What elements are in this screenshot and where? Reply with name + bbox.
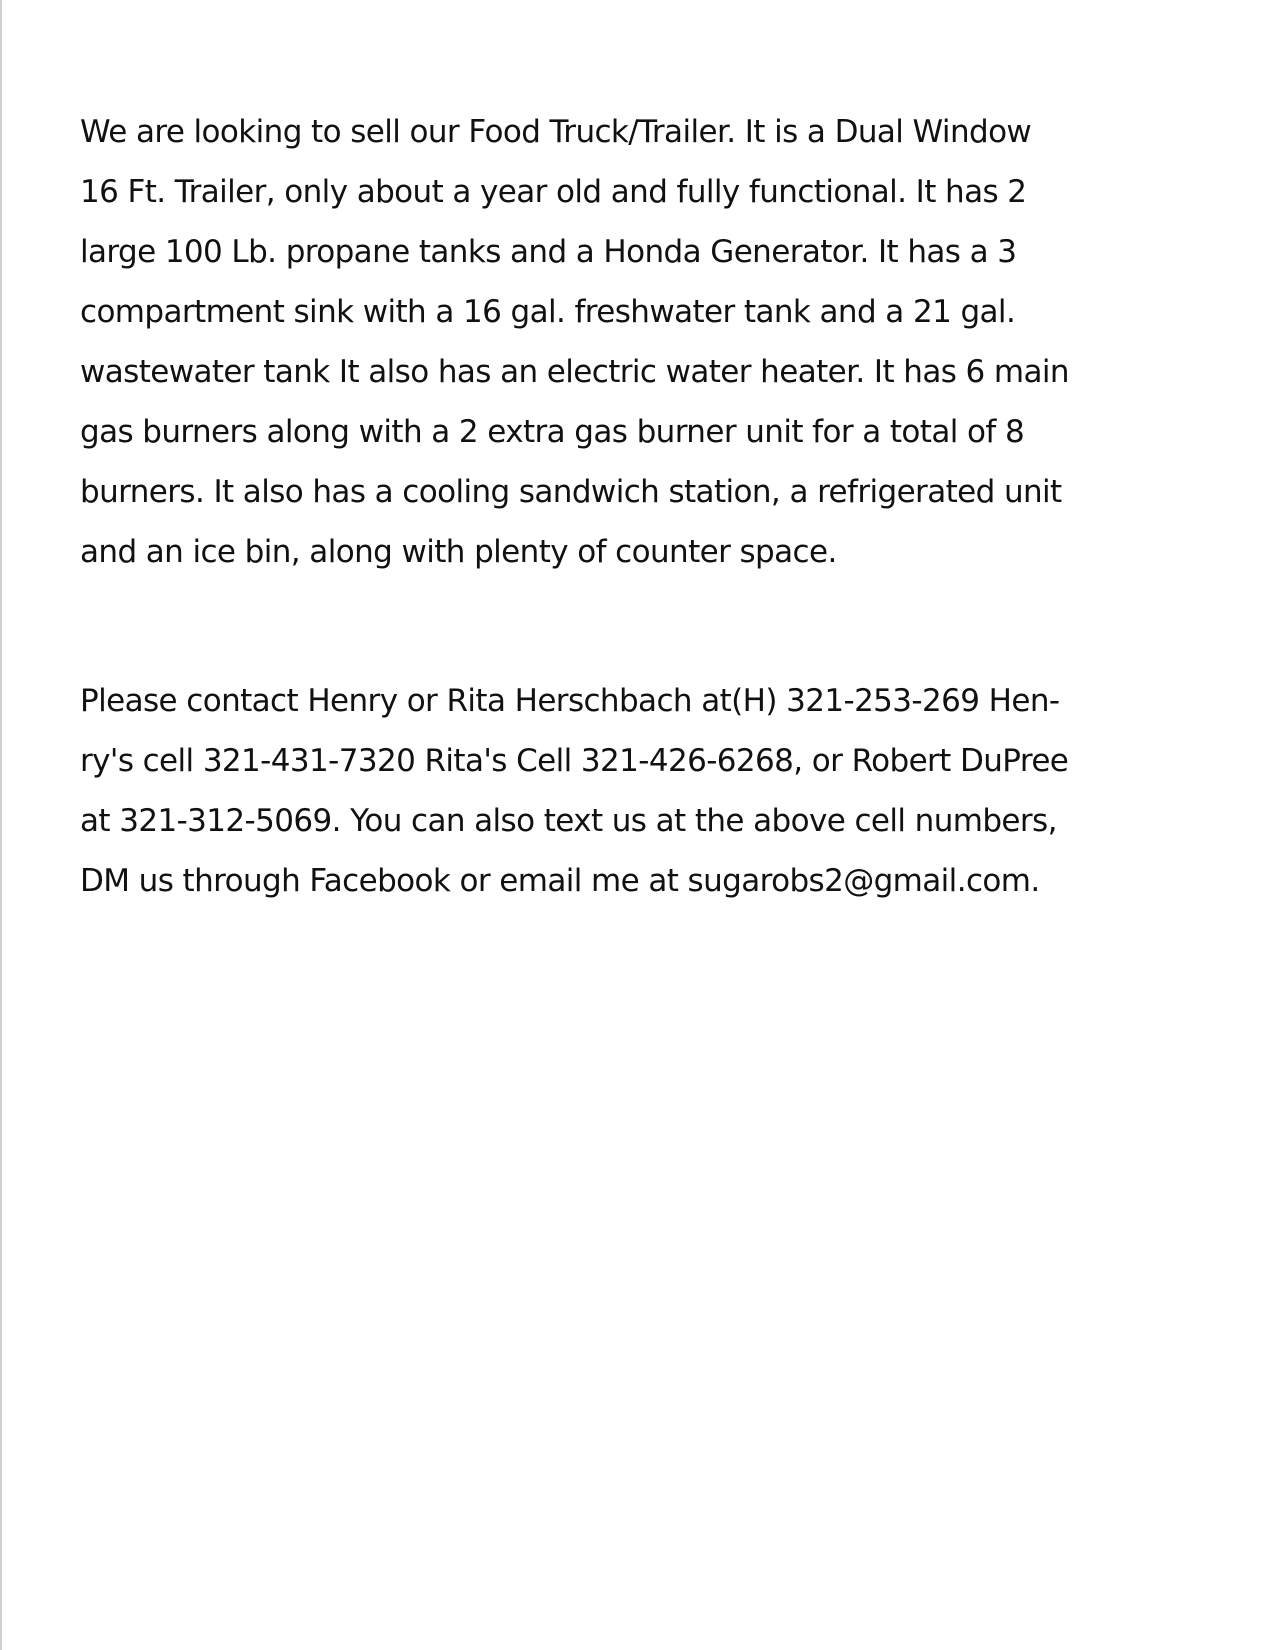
text-line: 16 Ft. Trailer, only about a year old and fully functional. It has 2 bbox=[80, 174, 1027, 210]
text-line: compartment sink with a 16 gal. freshwater tank and a 21 gal. bbox=[80, 294, 1016, 330]
text-line: ry's cell 321-431-7320 Rita's Cell 321-426-6268, or Robert DuPree bbox=[80, 743, 1069, 779]
text-line: wastewater tank It also has an electric water heater. It has 6 main bbox=[80, 354, 1069, 390]
text-line: Please contact Henry or Rita Herschbach at(H) 321-253-269 Hen- bbox=[80, 683, 1060, 719]
text-line: at 321-312-5069. You can also text us at the above cell numbers, bbox=[80, 803, 1057, 839]
text-line: burners. It also has a cooling sandwich station, a refrigerated unit bbox=[80, 474, 1062, 510]
page-edge-divider bbox=[0, 0, 2, 1650]
text-line: gas burners along with a 2 extra gas burner unit for a total of 8 bbox=[80, 414, 1025, 450]
text-line: DM us through Facebook or email me at sugarobs2@gmail.com. bbox=[80, 863, 1040, 899]
text-line: large 100 Lb. propane tanks and a Honda Generator. It has a 3 bbox=[80, 234, 1017, 270]
text-line: We are looking to sell our Food Truck/Trailer. It is a Dual Window bbox=[80, 114, 1032, 150]
text-line: and an ice bin, along with plenty of counter space. bbox=[80, 534, 837, 570]
